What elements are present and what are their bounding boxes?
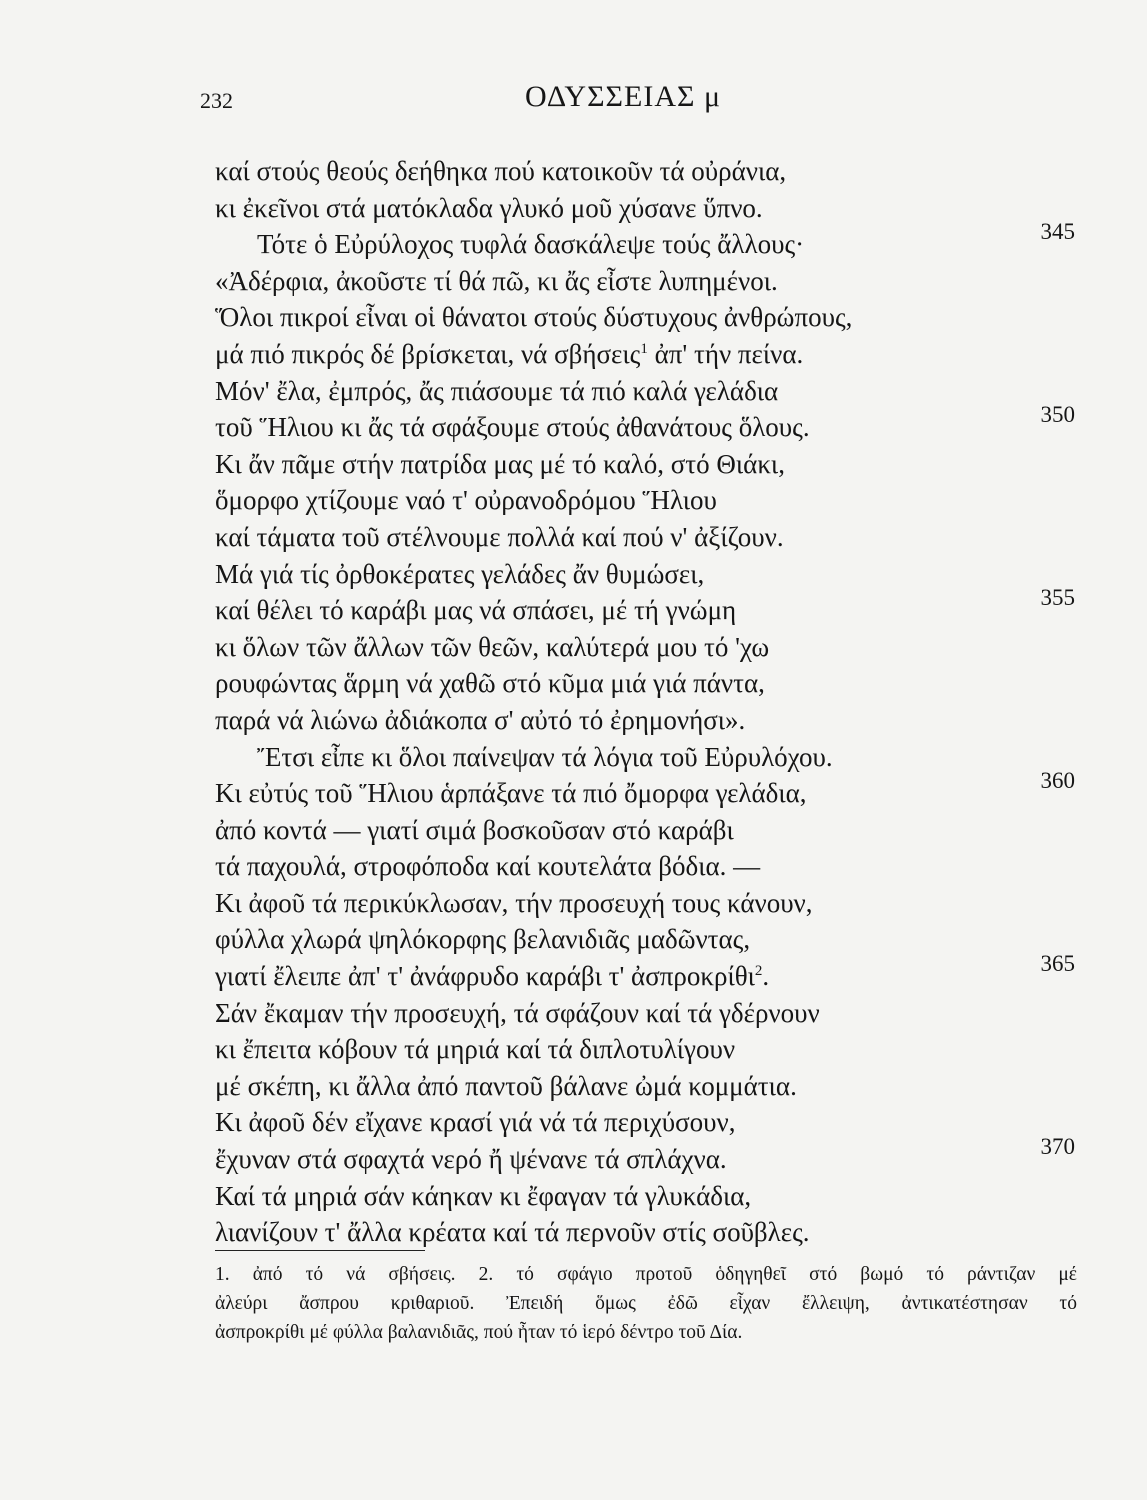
verse-text-continued: ἀπ' τήν πείνα. [647,338,804,369]
verse-text: Καί τά μηριά σάν κάηκαν κι ἔφαγαν τά γλυκάδια, [215,1180,752,1211]
verse-line [215,1104,1075,1141]
verse-line [215,1214,1075,1251]
verse-text: Κι εὐτύς τοῦ Ἥλιου ἁρπάξανε τά πιό ὄμορφα γελάδια, [215,778,807,809]
footnote-rule [215,1250,425,1251]
page-number: 232 [200,88,233,113]
verse-line [215,768,1075,812]
verse-text: κι ἐκεῖνοι στά ματόκλαδα γλυκό μοῦ χύσανε ὕπνο. [215,192,763,223]
verse-text: Τότε ὁ Εὐρύλοχος τυφλά δασκάλεψε τούς ἄλλους· [257,229,805,260]
line-number: 355 [1040,585,1075,611]
verse-line [215,1134,1075,1178]
verse-text: Σάν ἔκαμαν τήν προσευχή, τά σφάζουν καί τά γδέρνουν [215,997,820,1028]
verse-text: φύλλα χλωρά ψηλόκορφης βελανιδιᾶς μαδῶντας, [215,924,751,955]
verse-line [215,219,1075,263]
line-number: 365 [1040,951,1075,977]
verse-line [215,702,1075,739]
verse-text: τοῦ Ἥλιου κι ἄς τά σφάξουμε στούς ἀθανάτους ὅλους. [215,412,810,443]
verse-line [215,153,1075,190]
verse-text: καί στούς θεούς δεήθηκα πού κατοικοῦν τά οὐράνια, [215,156,787,186]
line-number: 350 [1040,402,1075,428]
verse-line [215,1178,1075,1215]
verse-line [215,812,1075,849]
verse-text: καί τάματα τοῦ στέλνουμε πολλά καί πού ν' ἀξίζουν. [215,521,784,552]
verse-text: ρουφώντας ἅρμη νά χαθῶ στό κῦμα μιά γιά πάντα, [215,668,765,699]
verse-line [215,402,1075,446]
verse-line [215,336,1075,373]
verse-line [215,885,1075,922]
verse-line [215,665,1075,702]
verse-text: μά πιό πικρός δέ βρίσκεται, νά σβήσεις [215,338,641,369]
verse-text: Κι ἀφοῦ τά περικύκλωσαν, τήν προσευχή τους κάνουν, [215,887,813,918]
verse-text: μέ σκέπη, κι ἄλλα ἀπό παντοῦ βάλανε ὠμά κομμάτια. [215,1070,797,1101]
verse-line [215,739,1075,776]
verse-line [215,190,1075,227]
verse-text: Μόν' ἔλα, ἐμπρός, ἄς πιάσουμε τά πιό καλά γελάδια [215,375,779,406]
verse-text: Κι ἀφοῦ δέν εἴχανε κρασί γιά νά τά περιχύσουν, [215,1107,736,1138]
verse-line [215,263,1075,300]
verse-text: κι ὅλων τῶν ἄλλων τῶν θεῶν, καλύτερά μου τό 'χω [215,631,770,662]
verse-line [215,373,1075,410]
verse-text: γιατί ἔλειπε ἀπ' τ' ἀνάφρυδο καράβι τ' ἀσπροκρίθι [215,961,755,992]
poem-text [215,153,1075,1251]
verse-text: κι ἔπειτα κόβουν τά μηριά καί τά διπλοτυλίγουν [215,1034,736,1065]
verse-text: ὅμορφο χτίζουμε ναό τ' οὐρανοδρόμου Ἥλιου [215,485,717,516]
verse-text: λιανίζουν τ' ἄλλα κρέατα καί τά περνοῦν στίς σοῦβλες. [215,1217,810,1248]
verse-text: ἀπό κοντά — γιατί σιμά βοσκοῦσαν στό καράβι [215,814,734,845]
verse-line [215,556,1075,593]
verse-line [215,629,1075,666]
footnote-marker: 1 [640,340,648,357]
verse-line [215,1068,1075,1105]
verse-text: ἔχυναν στά σφαχτά νερό ἤ ψένανε τά σπλάχνα. [215,1144,727,1175]
verse-line [215,921,1075,958]
line-number: 360 [1040,768,1075,794]
verse-text: καί θέλει τό καράβι μας νά σπάσει, μέ τή γνώμη [215,595,737,626]
verse-text: Ἔτσι εἶπε κι ὅλοι παίνεψαν τά λόγια τοῦ Εὐρυλόχου. [257,741,833,772]
verse-line [215,951,1075,995]
line-number: 370 [1040,1134,1075,1160]
verse-text-continued: . [762,961,770,992]
footnote-line: ἀλεύρι ἄσπρου κριθαριοῦ. Ἐπειδή ὅμως ἐδῶ εἶχαν ἔλλειψη, ἀντικατέστησαν τό [215,1293,1077,1314]
verse-text: «Ἀδέρφια, ἀκοῦστε τί θά πῶ, κι ἄς εἶστε λυπημένοι. [215,265,778,296]
verse-line [215,299,1075,336]
footnotes [215,1260,1077,1347]
running-title: ΟΔΥΣΣΕΙΑΣ μ [525,80,722,113]
verse-line [215,482,1075,519]
verse-line [215,519,1075,556]
verse-line [215,446,1075,483]
verse-line [215,848,1075,885]
footnote-line: ἀσπροκρίθι μέ φύλλα βαλανιδιᾶς, πού ἦταν τό ἱερό δέντρο τοῦ Δία. [215,1322,743,1343]
footnote-marker: 2 [754,963,763,980]
line-number: 345 [1040,219,1075,245]
verse-line [215,1031,1075,1068]
verse-text: Κι ἄν πᾶμε στήν πατρίδα μας μέ τό καλό, στό Θιάκι, [215,448,785,479]
verse-text: παρά νά λιώνω ἀδιάκοπα σ' αὐτό τό ἐρημονήσι». [215,704,746,735]
footnote-line: 1. ἀπό τό νά σβήσεις. 2. τό σφάγιο προτοῦ ὁδηγηθεῖ στό βωμό τό ράντιζαν μέ [215,1264,1077,1285]
verse-line [215,585,1075,629]
verse-text: Μά γιά τίς ὀρθοκέρατες γελάδες ἄν θυμώσει, [215,558,705,589]
verse-line [215,995,1075,1032]
verse-text: τά παχουλά, στροφόποδα καί κουτελάτα βόδια. — [215,851,761,882]
verse-text: Ὅλοι πικροί εἶναι οἱ θάνατοι στούς δύστυχους ἀνθρώπους, [215,302,853,333]
